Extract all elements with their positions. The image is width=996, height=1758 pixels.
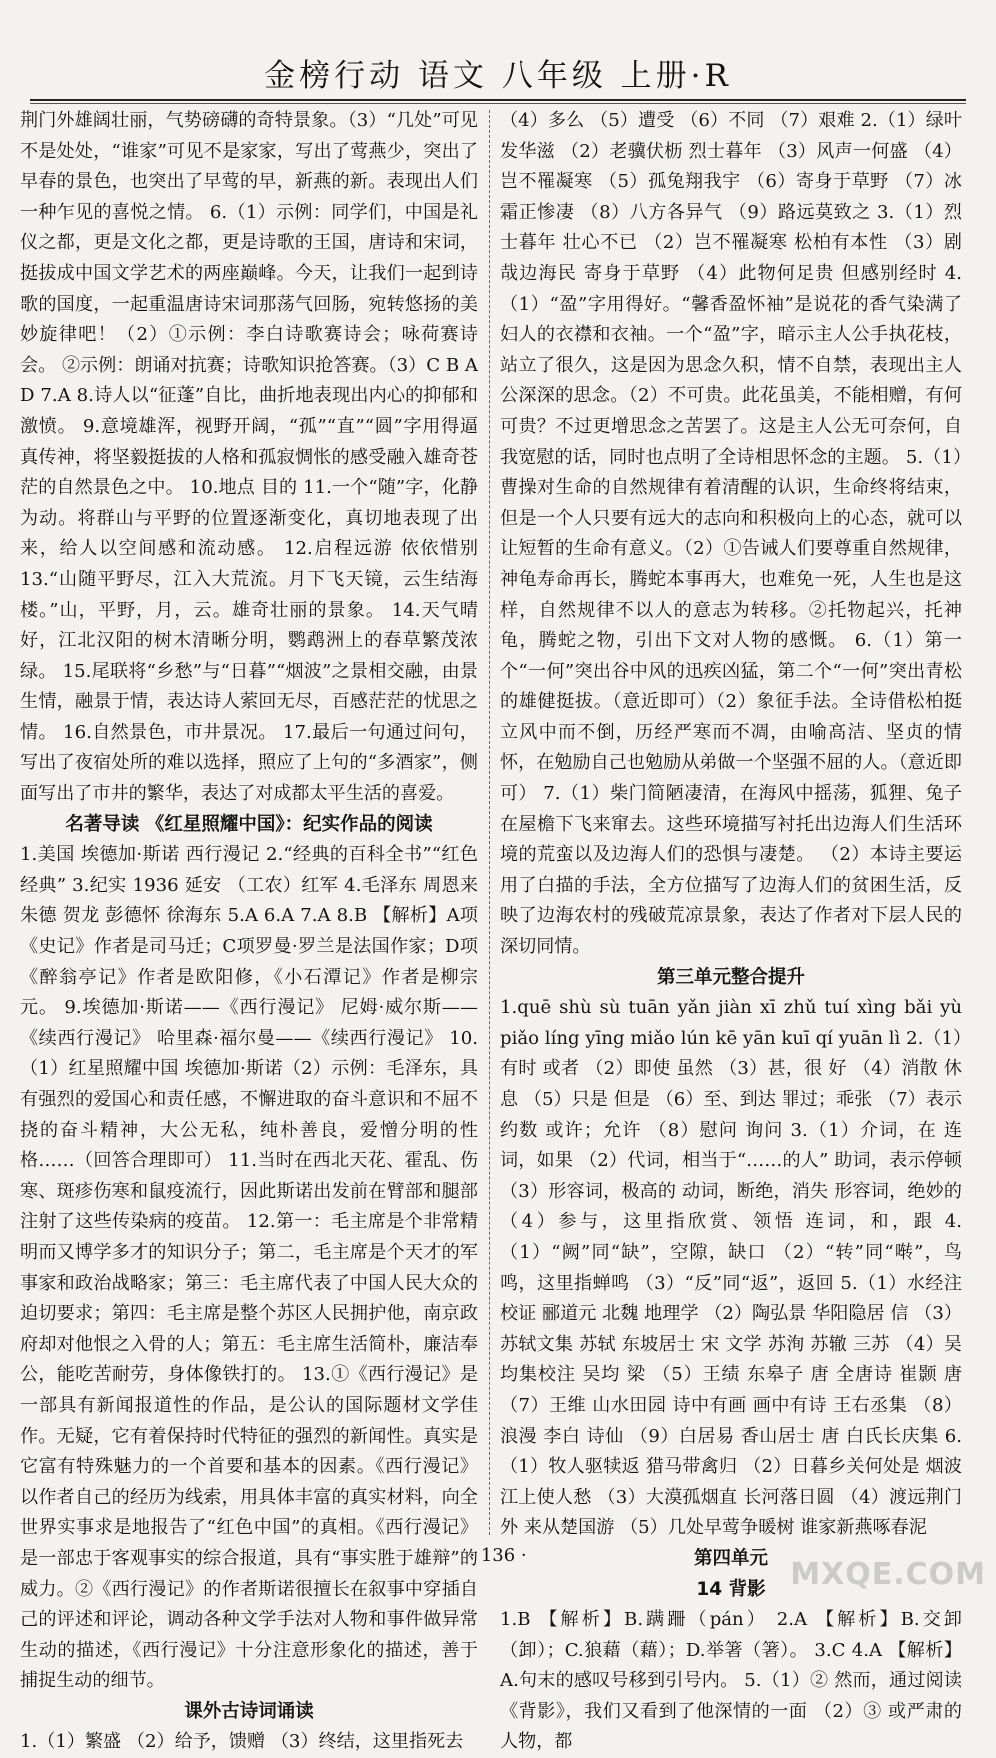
page-header <box>30 56 966 104</box>
famous-works-answers: 1.美国 埃德加·斯诺 西行漫记 2.“经典的百科全书”“红色经典” 3.纪实 1936 延安 （工农）红军 4.毛泽东 周恩来 朱德 贺龙 彭德怀 徐海东 5.A 6.A 7.A 8.B 【解析】A项《史记》作者是司马迁；C项罗曼·罗兰是法国作家；D项《醉翁亭记》作者是欧阳修，《小石潭记》作者是柳宗元。 9.埃德加·斯诺——《西行漫记》 尼姆·威尔斯——《续西行漫记》 哈里森·福尔曼——《续西行漫记》 10.（1）红星照耀中国 埃德加·斯诺（2）示例：毛泽东，具有强烈的爱国心和责任感，不懈进取的奋斗意识和不屈不挠的奋斗精神，大公无私，纯朴善良，爱憎分明的性格……（回答合理即可） 11.当时在西北天花、霍乱、伤寒、斑疹伤寒和鼠疫流行，因此斯诺出发前在臂部和腿部注射了这些传染病的疫苗。 12.第一：毛主席是个非常精明而又博学多才的知识分子；第二，毛主席是个天才的军事家和政治战略家；第三：毛主席代表了中国人民大众的迫切要求；第四：毛主席是整个苏区人民拥护他，南京政府却对他恨之入骨的人；第五：毛主席生活简朴，廉洁奉公，能吃苦耐劳，身体像铁打的。 13.①《西行漫记》是一部具有新闻报道性的作品，是公认的国际题材文学佳作。无疑，它有着保持时代特征的强烈的新闻性。真实是它富有特殊魅力的一个首要和基本的因素。《西行漫记》以作者自己的经历为线索，用具体丰富的真实材料，向全世界实事求是地报告了“红色中国”的真相。《西行漫记》是一部忠于客观事实的综合报道，具有“事实胜于雄辩”的威力。②《西行漫记》的作者斯诺很擅长在叙事中穿插自己的评述和评论，调动各种文学手法对人物和事件做异常生动的描述，《西行漫记》十分注意形象化的描述，善于捕捉生动的细节。 <box>20 844 478 1692</box>
left-intro-text: 荆门外雄阔壮丽，气势磅礴的奇特景象。（3）“几处”可见不是处处，“谁家”可见不是家家，写出了莺燕少，突出了早春的景色，也突出了早莺的早，新燕的新。表现出人们一种乍见的喜悦之情。 6.（1）示例：同学们，中国是礼仪之都，更是文化之都，更是诗歌的王国，唐诗和宋词，挺拔成中国文学艺术的两座巅峰。今天，让我们一起到诗歌的国度，一起重温唐诗宋词那荡气回肠，宛转悠扬的美妙旋律吧！（2）①示例：李白诗歌赛诗会；咏荷赛诗会。 ②示例：朗诵对抗赛；诗歌知识抢答赛。（3）C B A D 7.A 8.诗人以“征蓬”自比，曲折地表现出内心的抑郁和激愤。 9.意境雄浑，视野开阔，“孤”“直”“圆”字用得逼真传神，将坚毅挺拔的人格和孤寂惆怅的感受融入雄奇苍茫的自然景色之中。 10.地点 目的 11.一个“随”字，化静为动。将群山与平野的位置逐渐变化，真切地表现了出来，给人以空间感和流动感。 12.启程远游 依依惜别 13.“山随平野尽，江入大荒流。月下飞天镜，云生结海楼。”山，平野，月，云。雄奇壮丽的景象。 14.天气晴好，江北汉阳的树木清晰分明，鹦鹉洲上的春草繁茂浓绿。 15.尾联将“乡愁”与“日暮”“烟波”之景相交融，由景生情，融景于情，表达诗人萦回无尽，百感茫茫的忧思之情。 16.自然景色，市井景况。 17.最后一句通过问句，写出了夜宿处所的难以选择，照应了上句的“多酒家”，侧面写出了市井的繁华，表达了对成都太平生活的喜爱。 <box>20 110 478 805</box>
page-title: 金榜行动 语文 八年级 上册·R <box>264 58 732 94</box>
lesson-title-beiying: 14 背影 <box>696 1578 766 1600</box>
extra-poems-answers: 1.（1）繁盛 （2）给予，馈赠 （3）终结，这里指死去 <box>20 1731 464 1753</box>
section-title-famous-works: 名著导读 《红星照耀中国》：纪实作品的阅读 <box>65 813 433 835</box>
beiying-answers: 1.B 【解析】B.蹒跚（pán） 2.A 【解析】B.交卸（卸）；C.狼藉（藉）；D.举箸（箸）。 3.C 4.A 【解析】A.句末的感叹号移到引号内。 5.（1）② 然而，通过阅读《背影》，我们又看到了他深情的一面 （2）③ 或严肃的人物，都 <box>500 1609 962 1753</box>
header-rule <box>30 99 966 104</box>
column-divider <box>489 110 490 1535</box>
watermark-logo: MXQE.COM <box>790 1557 986 1592</box>
section-title-extra-poems: 课外古诗词诵读 <box>184 1700 314 1722</box>
section-title-unit-three-review: 第三单元整合提升 <box>656 966 805 988</box>
right-intro-text: （4）多么 （5）遭受 （6）不同 （7）艰难 2.（1）绿叶发华滋 （2）老骥伏枥 烈士暮年 （3）风声一何盛 （4）岂不罹凝寒 （5）孤兔翔我宇 （6）寄身于草野 （7）冰霜正惨凄 （8）八方各异气 （9）路远莫致之 3.（1）烈士暮年 壮心不已 （2）岂不罹凝寒 松柏有本性 （3）剧哉边海民 寄身于草野 （4）此物何足贵 但感别经时 4.（1）“盈”字用得好。“馨香盈怀袖”是说花的香气染满了妇人的衣襟和衣袖。一个“盈”字，暗示主人公手执花枝，站立了很久，这是因为思念久积，情不自禁，表现出主人公深深的思念。（2）不可贵。此花虽美，不能相赠，有何可贵？不过更增思念之苦罢了。这是主人公无可奈何，自我宽慰的话，同时也点明了全诗相思怀念的主题。 5.（1）曹操对生命的自然规律有着清醒的认识，生命终将结束，但是一个人只要有远大的志向和积极向上的心态，就可以让短暂的生命有意义。（2）①告诫人们要尊重自然规律，神龟寿命再长，腾蛇本事再大，也难免一死，人生也是这样，自然规律不以人的意志为转移。②托物起兴，托神龟，腾蛇之物，引出下文对人物的感慨。 6.（1）第一个“一何”突出谷中风的迅疾凶猛，第二个“一何”突出青松的雄健挺拔。（意近即可）（2）象征手法。全诗借松柏挺立风中而不倒，历经严寒而不凋，由喻高洁、坚贞的情怀，在勉励自己也勉励从弟做一个坚强不屈的人。（意近即可） 7.（1）柴门简陋凄清，在海风中摇荡，狐狸、兔子在屋檐下飞来窜去。这些环境描写衬托出边海人们生活环境的荒蛮以及边海人们的恐惧与凄楚。 （2）本诗主要运用了白描的手法，全方位描写了边海人们的贫困生活，反映了边海农村的残破荒凉景象，表达了作者对下层人民的深切同情。 <box>500 110 962 958</box>
left-column <box>20 106 478 1753</box>
unit-three-review-answers: 1.quē shù sù tuān yǎn jiàn xī zhǔ tuí xìng bǎi yù piǎo líng yīng miǎo lún kē yān kuī qí yuān lì 2.（1）有时 或者 （2）即使 虽然 （3）甚，很 好 （4）消散 休息 （5）只是 但是 （6）至、到达 罪过；乖张 （7）表示约数 或许；允许 （8）慰问 询问 3.（1）介词，在 连词，如果 （2）代词，相当于“……的人” 助词，表示停顿 （3）形容词，极高的 动词，断绝，消失 形容词，绝妙的 （4）参与，这里指欣赏、领悟 连词，和，跟 4.（1）“阙”同“缺”，空隙，缺口 （2）“转”同“啭”，鸟鸣，这里指蝉鸣 （3）“反”同“返”，返回 5.（1）水经注校证 郦道元 北魏 地理学 （2）陶弘景 华阳隐居 信 （3）苏轼文集 苏轼 东坡居士 宋 文学 苏洵 苏辙 三苏 （4）吴均集校注 吴均 梁 （5）王绩 东皋子 唐 全唐诗 崔颢 唐 （7）王维 山水田园 诗中有画 画中有诗 王右丞集 （8）浪漫 李白 诗仙 （9）白居易 香山居士 唐 白氏长庆集 6.（1）牧人驱犊返 猎马带禽归 （2）日暮乡关何处是 烟波江上使人愁 （3）大漠孤烟直 长河落日圆 （4）渡远荆门外 来从楚国游 （5）几处早莺争暖树 谁家新燕啄春泥 <box>500 997 962 1539</box>
page-number: · 136 · <box>469 1545 527 1566</box>
section-title-unit-four: 第四单元 <box>693 1547 768 1569</box>
